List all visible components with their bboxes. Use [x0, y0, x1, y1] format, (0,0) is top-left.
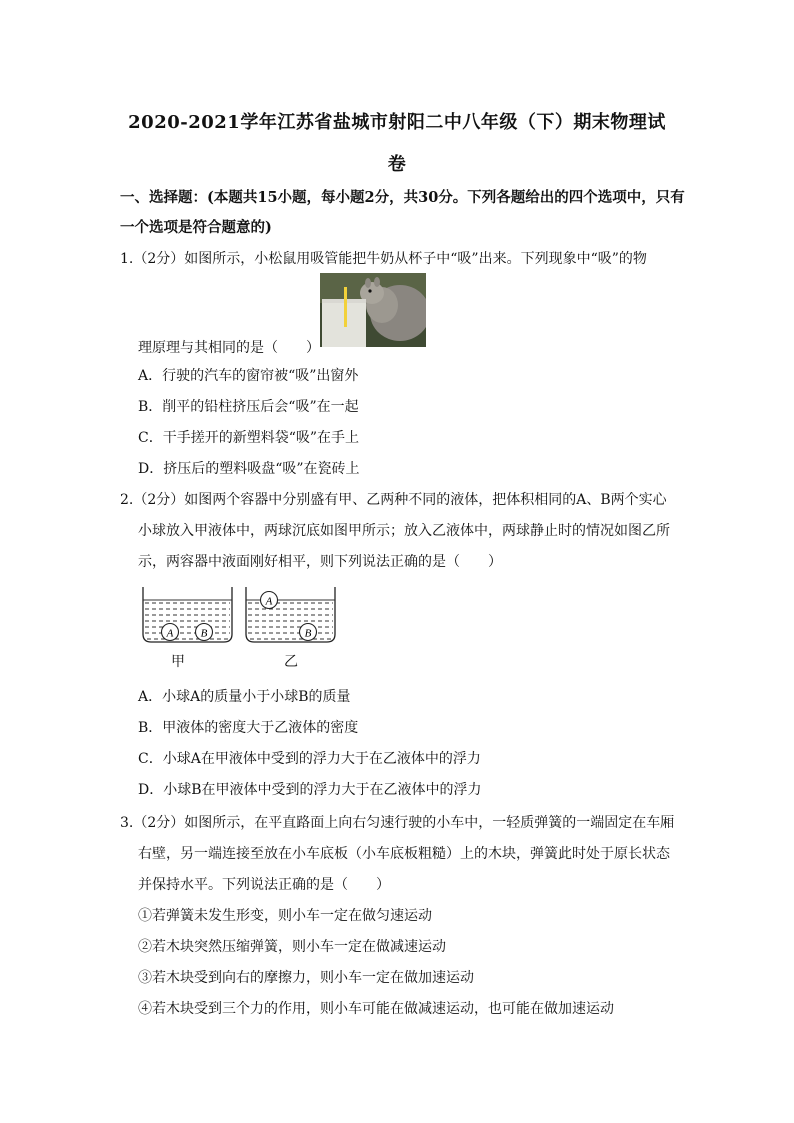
section-heading-line1: 一、选择题：(本题共15小题，每小题2分，共30分。下列各题给出的四个选项中，只有: [120, 189, 685, 206]
squirrel-milk-photo: [320, 273, 426, 347]
container-jia: [143, 587, 232, 642]
exam-title-line2: 卷: [387, 154, 407, 175]
ball-b-label-yi: B: [304, 627, 312, 640]
q1-stem-line2: 理原理与其相同的是（ ）: [138, 340, 320, 356]
figure-label-jia: 甲: [171, 654, 185, 670]
two-containers-diagram: [138, 582, 348, 672]
q1-option-a: A．行驶的汽车的窗帘被“吸”出窗外: [138, 368, 359, 384]
q3-stem-line2: 右壁，另一端连接至放在小车底板（小车底板粗糙）上的木块，弹簧此时处于原长状态: [138, 846, 670, 862]
q3-statement-2: ②若木块突然压缩弹簧，则小车一定在做减速运动: [138, 939, 446, 955]
container-yi: [246, 587, 335, 642]
q1-option-d: D．挤压后的塑料吸盘“吸”在瓷砖上: [138, 461, 360, 477]
q1-stem-line1: 1.（2分）如图所示，小松鼠用吸管能把牛奶从杯子中“吸”出来。下列现象中“吸”的物: [120, 251, 647, 267]
q3-stem-line3: 并保持水平。下列说法正确的是（ ）: [138, 877, 390, 893]
q2-option-a: A．小球A的质量小于小球B的质量: [138, 689, 351, 705]
q2-stem-line2: 小球放入甲液体中，两球沉底如图甲所示；放入乙液体中，两球静止时的情况如图乙所: [138, 523, 670, 539]
ball-a-label-jia: A: [166, 627, 174, 640]
q1-option-c: C．干手搓开的新塑料袋“吸”在手上: [138, 430, 360, 446]
q3-statement-3: ③若木块受到向右的摩擦力，则小车一定在做加速运动: [138, 970, 474, 986]
ball-b-label-jia: B: [200, 627, 208, 640]
ball-a-label-yi: A: [265, 595, 273, 608]
q2-stem-line1: 2.（2分）如图两个容器中分别盛有甲、乙两种不同的液体，把体积相同的A、B两个实心: [120, 492, 667, 508]
q1-option-b: B．削平的铅柱挤压后会“吸”在一起: [138, 399, 359, 415]
q2-option-d: D．小球B在甲液体中受到的浮力大于在乙液体中的浮力: [138, 782, 482, 798]
q3-statement-4: ④若木块受到三个力的作用，则小车可能在做减速运动，也可能在做加速运动: [138, 1001, 614, 1017]
q2-option-b: B．甲液体的密度大于乙液体的密度: [138, 720, 359, 736]
q3-stem-line1: 3.（2分）如图所示，在平直路面上向右匀速行驶的小车中，一轻质弹簧的一端固定在车厢: [120, 815, 675, 831]
figure-label-yi: 乙: [284, 654, 298, 670]
q3-statement-1: ①若弹簧未发生形变，则小车一定在做匀速运动: [138, 908, 432, 924]
section-heading-line2: 一个选项是符合题意的): [120, 219, 272, 236]
exam-title-line1: 2020-2021学年江苏省盐城市射阳二中八年级（下）期末物理试: [128, 112, 666, 133]
q2-stem-line3: 示，两容器中液面刚好相平，则下列说法正确的是（ ）: [138, 554, 502, 570]
q2-option-c: C．小球A在甲液体中受到的浮力大于在乙液体中的浮力: [138, 751, 481, 767]
